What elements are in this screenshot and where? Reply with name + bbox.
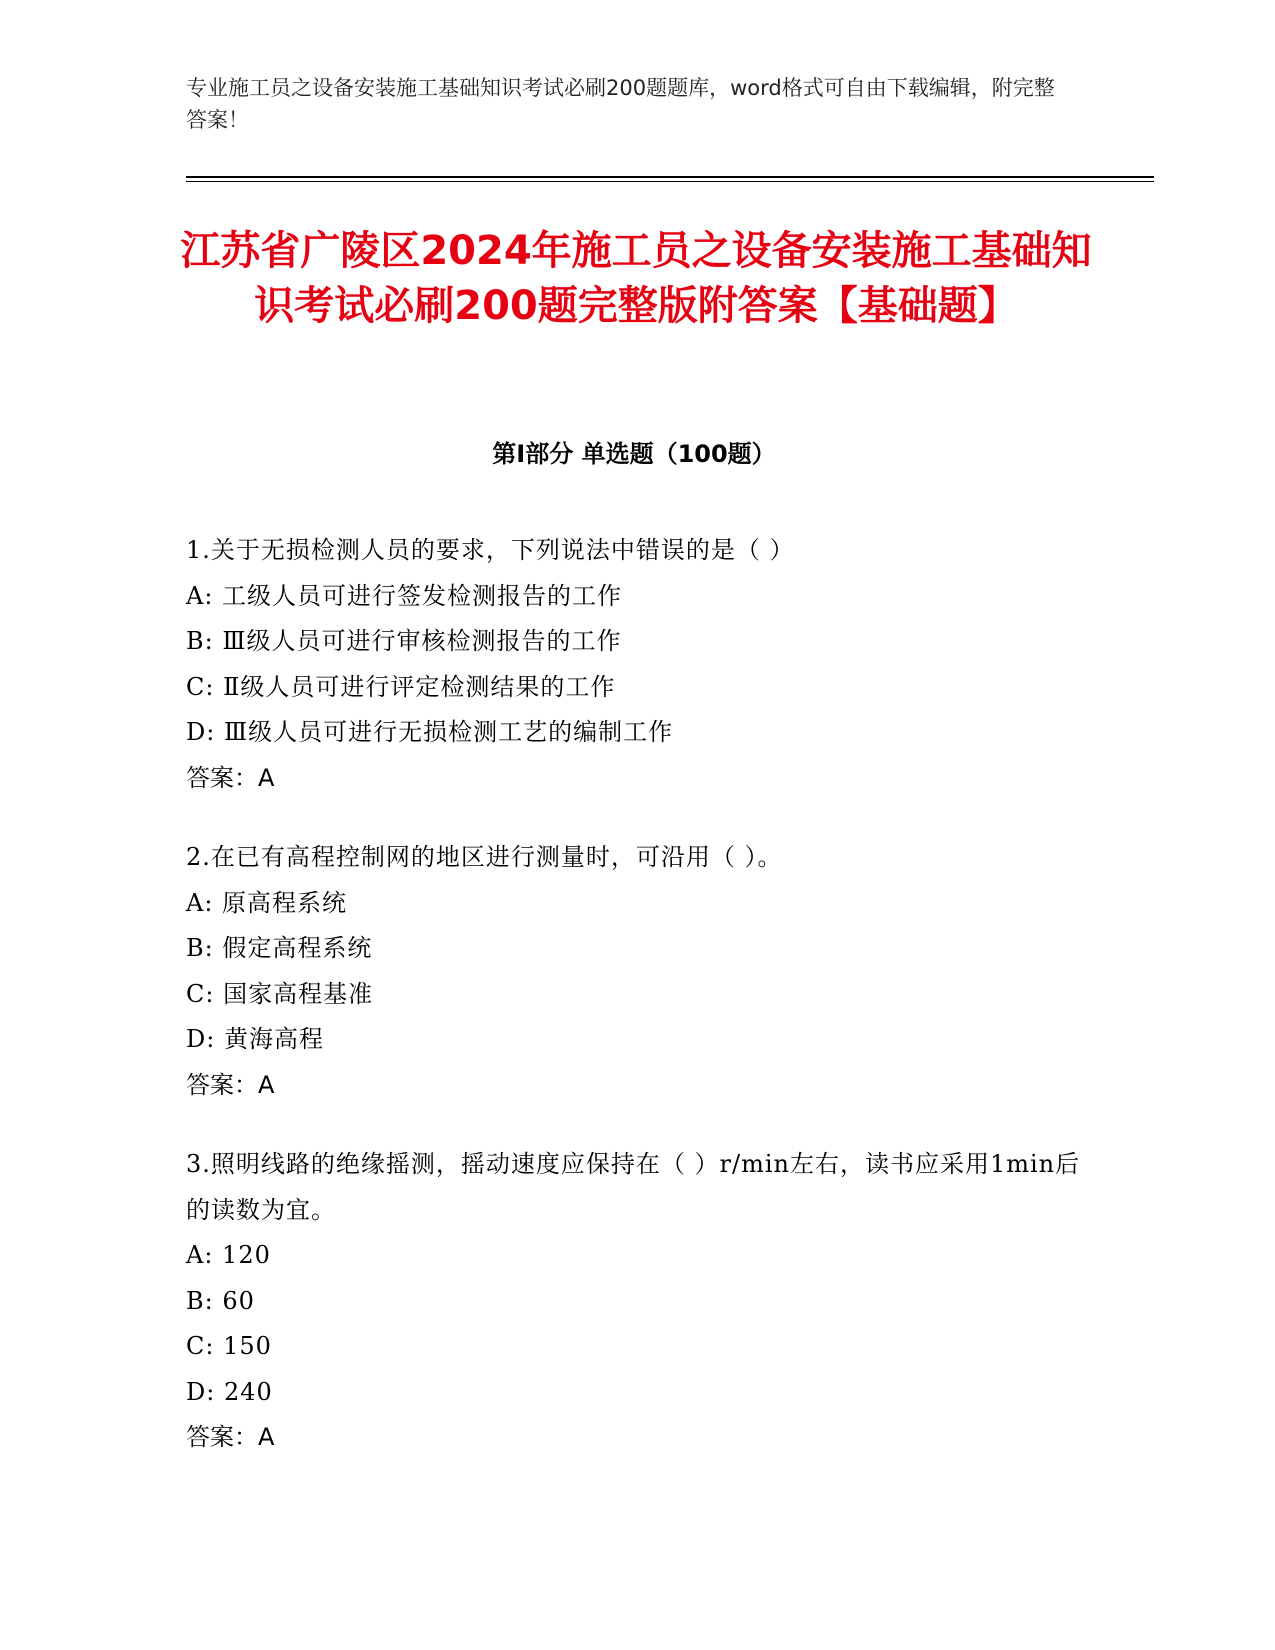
option-a: A: 工级人员可进行签发检测报告的工作 xyxy=(186,581,623,610)
answer: 答案：A xyxy=(186,763,275,792)
option-d: D: 黄海高程 xyxy=(186,1025,324,1053)
option-c: C: 国家高程基准 xyxy=(186,979,374,1008)
header-rule-thick xyxy=(186,176,1154,178)
answer: 答案：A xyxy=(186,1423,275,1451)
section-heading: 第Ⅰ部分 单选题（100题） xyxy=(492,440,776,468)
option-b: B: 60 xyxy=(186,1286,255,1315)
option-a: A: 原高程系统 xyxy=(186,888,348,917)
option-d: D: 240 xyxy=(186,1377,273,1406)
header-note: 专业施工员之设备安装施工基础知识考试必刷200题题库，word格式可自由下载编辑，附完整答案！ xyxy=(186,76,1055,132)
question-stem: 2.在已有高程控制网的地区进行测量时，可沿用（ ）。 xyxy=(186,843,783,871)
question-1 xyxy=(186,528,1086,801)
question-stem: 3.照明线路的绝缘摇测，摇动速度应保持在（ ）r/min左右，读书应采用1min后的读数为宜。 xyxy=(186,1150,1081,1224)
question-3 xyxy=(186,1142,1086,1461)
question-stem: 1.关于无损检测人员的要求，下列说法中错误的是（ ） xyxy=(186,536,795,564)
question-2 xyxy=(186,835,1086,1108)
answer: 答案：A xyxy=(186,1070,275,1099)
option-a: A: 120 xyxy=(186,1241,271,1269)
option-b: B: 假定高程系统 xyxy=(186,934,373,962)
option-c: C: Ⅱ级人员可进行评定检测结果的工作 xyxy=(186,672,616,701)
question-list xyxy=(186,528,1086,1495)
option-b: B: Ⅲ级人员可进行审核检测报告的工作 xyxy=(186,627,622,655)
option-c: C: 150 xyxy=(186,1332,272,1360)
header-rule-thin xyxy=(186,181,1154,182)
document-title: 江苏省广陵区2024年施工员之设备安装施工基础知识考试必刷200题完整版附答案【基础题】 xyxy=(180,228,1092,329)
option-d: D: Ⅲ级人员可进行无损检测工艺的编制工作 xyxy=(186,718,674,746)
